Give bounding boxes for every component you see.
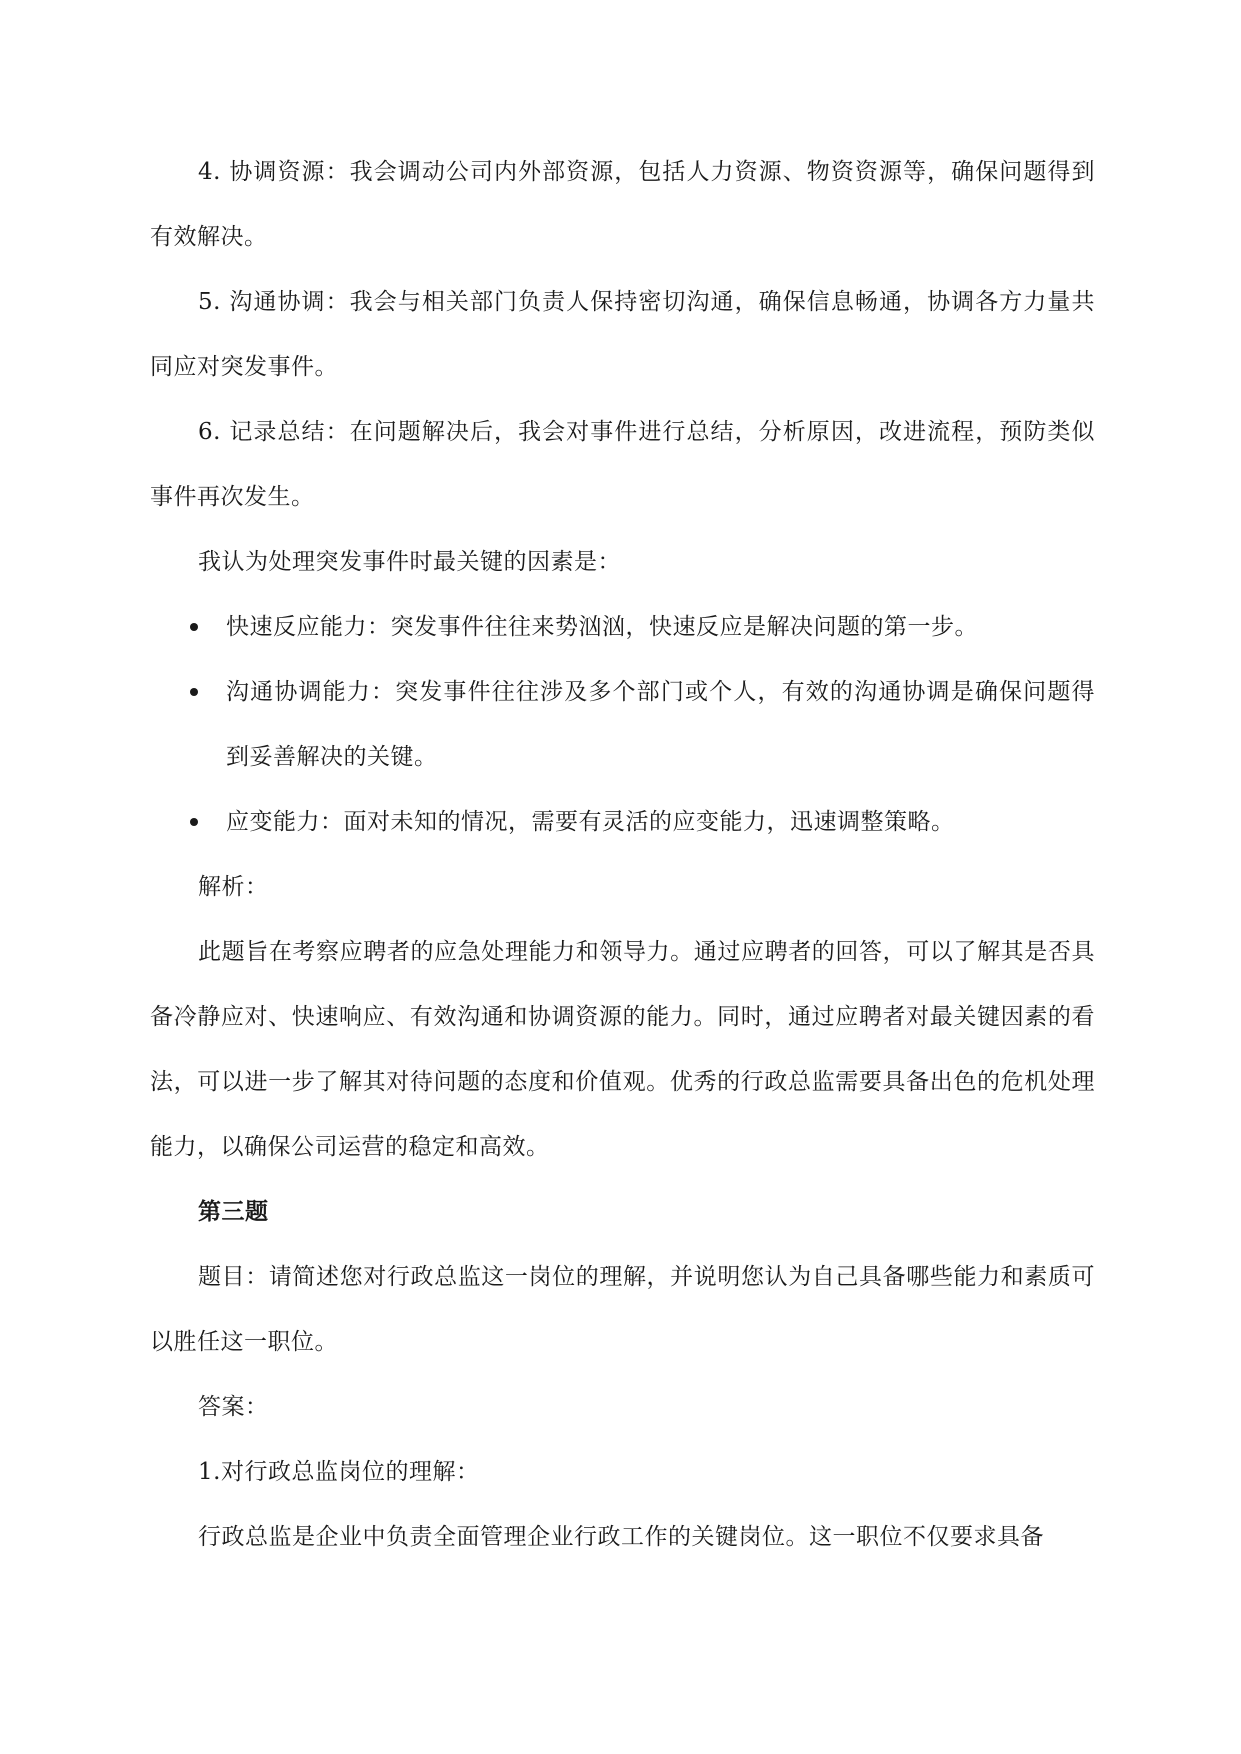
answer-point-1: 1.对行政总监岗位的理解：	[198, 1459, 480, 1485]
question-text: 题目：请简述您对行政总监这一岗位的理解，并说明您认为自己具备哪些能力和素质可以胜任这一职位。	[150, 1264, 1095, 1355]
section-title: 第三题	[198, 1199, 269, 1225]
list-item	[150, 790, 1095, 855]
paragraph-item-5: 5. 沟通协调：我会与相关部门负责人保持密切沟通，确保信息畅通，协调各方力量共同应对突发事件。	[150, 289, 1095, 380]
analysis-label: 解析：	[198, 874, 269, 900]
bullet-icon	[190, 623, 198, 631]
answer-text: 行政总监是企业中负责全面管理企业行政工作的关键岗位。这一职位不仅要求具备	[198, 1524, 1044, 1550]
key-factors-list	[150, 595, 1095, 855]
paragraph-item-6: 6. 记录总结：在问题解决后，我会对事件进行总结，分析原因，改进流程，预防类似事件再次发生。	[150, 419, 1095, 510]
list-item	[150, 595, 1095, 660]
list-item-text: 沟通协调能力：突发事件往往涉及多个部门或个人，有效的沟通协调是确保问题得到妥善解决的关键。	[226, 679, 1095, 770]
paragraph-item-4: 4. 协调资源：我会调动公司内外部资源，包括人力资源、物资资源等，确保问题得到有效解决。	[150, 159, 1095, 250]
analysis-text: 此题旨在考察应聘者的应急处理能力和领导力。通过应聘者的回答，可以了解其是否具备冷静应对、快速响应、有效沟通和协调资源的能力。同时，通过应聘者对最关键因素的看法，可以进一步了解其对待问题的态度和价值观。优秀的行政总监需要具备出色的危机处理能力，以确保公司运营的稳定和高效。	[150, 939, 1095, 1160]
answer-label: 答案：	[198, 1394, 269, 1420]
list-item	[150, 660, 1095, 790]
bullet-icon	[190, 818, 198, 826]
key-factors-intro: 我认为处理突发事件时最关键的因素是：	[198, 549, 621, 575]
document-body	[150, 140, 1095, 1570]
list-item-text: 快速反应能力：突发事件往往来势汹汹，快速反应是解决问题的第一步。	[226, 614, 978, 640]
list-item-text: 应变能力：面对未知的情况，需要有灵活的应变能力，迅速调整策略。	[226, 809, 955, 835]
bullet-icon	[190, 688, 198, 696]
